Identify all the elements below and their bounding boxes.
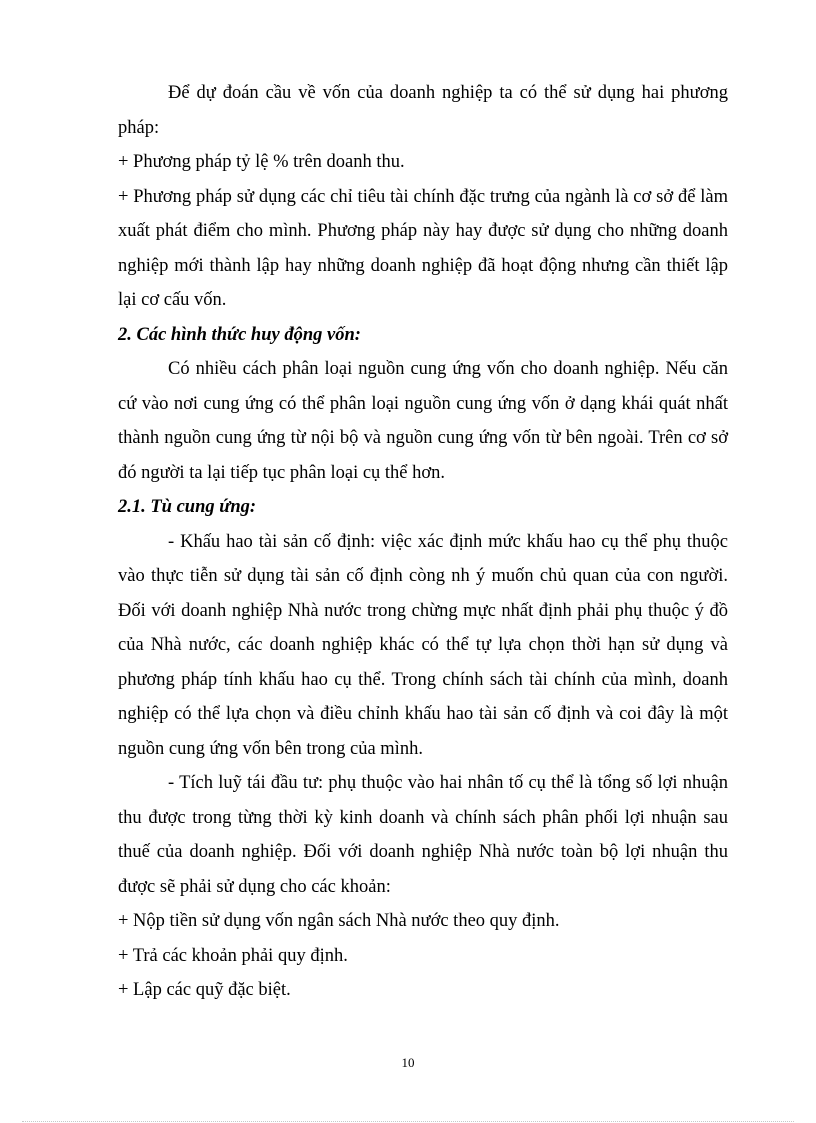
paragraph-depreciation: - Khấu hao tài sản cố định: việc xác định mức khấu hao cụ thể phụ thuộc vào thực tiễn sử dụng tài sản cố định còng nh ý muốn chủ quan của con người. Đối với doanh nghiệp Nhà nước trong chừng mực nhất định phải phụ thuộc ý đồ của Nhà nước, các doanh nghiệp khác có thể tự lựa chọn thời hạn sử dụng và phương pháp tính khấu hao cụ thể. Trong chính sách tài chính của mình, doanh nghiệp có thể lựa chọn và điều chỉnh khấu hao tài sản cố định và coi đây là một nguồn cung ứng vốn bên trong của mình. <box>118 531 728 759</box>
section-heading-funding-forms: 2. Các hình thức huy động vốn: <box>118 324 361 345</box>
paragraph-intro: Để dự đoán cầu về vốn của doanh nghiệp ta có thể sử dụng hai phương pháp: <box>118 83 728 138</box>
subsection-heading-self-supply: 2.1. Tù cung ứng: <box>118 497 257 517</box>
list-item-capital-fee: + Nộp tiền sử dụng vốn ngân sách Nhà nước theo quy định. <box>118 911 560 931</box>
page-number: 10 <box>401 1055 415 1070</box>
paragraph-classification: Có nhiều cách phân loại nguồn cung ứng vốn cho doanh nghiệp. Nếu căn cứ vào nơi cung ứng có thể phân loại nguồn cung ứng vốn ở dạng khái quát nhất thành nguồn cung ứng từ nội bộ và nguồn cung ứng vốn từ bên ngoài. Trên cơ sở đó người ta lại tiếp tục phân loại cụ thể hơn. <box>118 359 728 483</box>
list-item-payables: + Trả các khoản phải quy định. <box>118 945 348 966</box>
paragraph-reinvestment: - Tích luỹ tái đầu tư: phụ thuộc vào hai nhân tố cụ thể là tổng số lợi nhuận thu được trong từng thời kỳ kinh doanh và chính sách phân phối lợi nhuận sau thuế của doanh nghiệp. Đối với doanh nghiệp Nhà nước toàn bộ lợi nhuận thu được sẽ phải sử dụng cho các khoản: <box>118 773 728 897</box>
list-item-indicator-method: + Phương pháp sử dụng các chỉ tiêu tài chính đặc trưng của ngành là cơ sở để làm xuất phát điểm cho mình. Phương pháp này hay được sử dụng cho những doanh nghiệp mới thành lập hay những doanh nghiệp đã hoạt động nhưng cần thiết lập lại cơ cấu vốn. <box>118 186 728 310</box>
list-item-special-funds: + Lập các quỹ đặc biệt. <box>118 980 291 1000</box>
page-bottom-rule <box>22 1121 794 1122</box>
list-item-percent-method: + Phương pháp tỷ lệ % trên doanh thu. <box>118 152 405 172</box>
document-body <box>118 76 728 1008</box>
